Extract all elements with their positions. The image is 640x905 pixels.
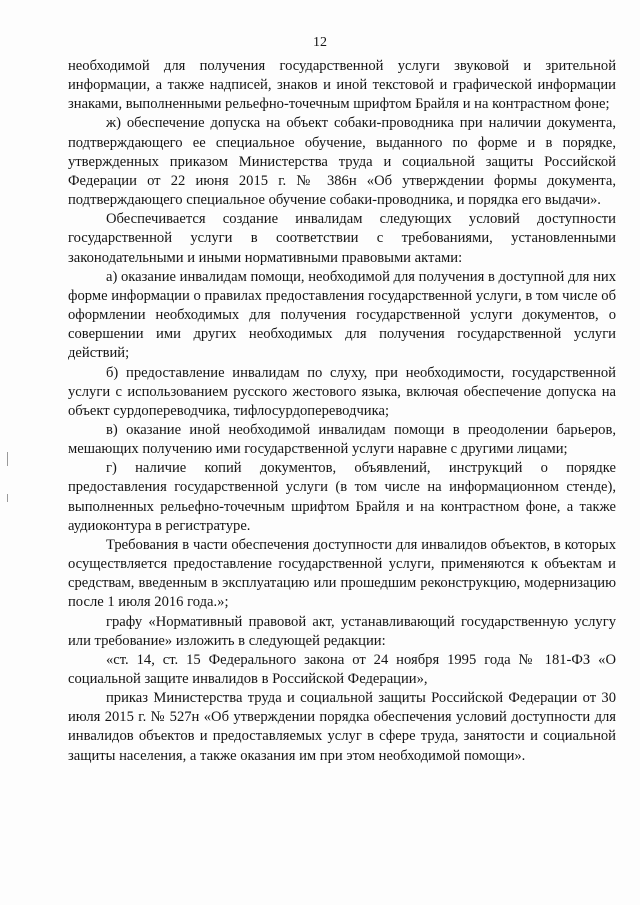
- scan-margin-mark: [7, 452, 8, 466]
- paragraph: а) оказание инвалидам помощи, необходимой для получения в доступной для них форме информации о правилах предоставления государственной услуги, в том числе об оформлении необходимых для получения государственной услуги документов, о совершении ими других необходимых для получения государственной услуги действий;: [68, 268, 616, 362]
- paragraph: необходимой для получения государственной услуги звуковой и зрительной информации, а также надписей, знаков и иной текстовой и графической информации знаками, выполненными рельефно-точечным шрифтом Брайля и на контрастном фоне;: [68, 58, 616, 113]
- paragraph: Обеспечивается создание инвалидам следующих условий доступности государственной услуги в соответствии с требованиями, установленными законодательными и иными нормативными правовыми актами:: [68, 211, 616, 266]
- page-number: 12: [313, 35, 327, 50]
- paragraph: «ст. 14, ст. 15 Федерального закона от 24 ноября 1995 года № 181-ФЗ «О социальной защите инвалидов в Российской Федерации»,: [68, 651, 616, 687]
- paragraph: б) предоставление инвалидам по слуху, при необходимости, государственной услуги с использованием русского жестового языка, включая обеспечение допуска на объект сурдопереводчика, тифлосурдопереводчика;: [68, 364, 616, 419]
- paragraph: г) наличие копий документов, объявлений, инструкций о порядке предоставления государственной услуги (в том числе на информационном стенде), выполненных рельефно-точечным шрифтом Брайля и на контрастном фоне, а также аудиоконтура в регистратуре.: [68, 460, 616, 534]
- document-body: [68, 57, 616, 766]
- paragraph: графу «Нормативный правовой акт, устанавливающий государственную услугу или требование» изложить в следующей редакции:: [68, 613, 616, 649]
- scan-margin-mark: [7, 494, 8, 502]
- paragraph: в) оказание иной необходимой инвалидам помощи в преодолении барьеров, мешающих получению ими государственной услуги наравне с другими лицами;: [68, 421, 616, 458]
- paragraph: приказ Министерства труда и социальной защиты Российской Федерации от 30 июля 2015 г. № 527н «Об утверждении порядка обеспечения условий доступности для инвалидов объектов и предоставляемых услуг в сфере труда, занятости и социальной защиты населения, а также оказания им при этом необходимой помощи».: [68, 690, 616, 764]
- paragraph: ж) обеспечение допуска на объект собаки-проводника при наличии документа, подтверждающего ее специальное обучение, выданного по форме и в порядке, утвержденных приказом Министерства труда и социальной защиты Российской Федерации от 22 июня 2015 г. № 386н «Об утверждении формы документа, подтверждающего специальное обучение собаки-проводника, и порядка его выдачи».: [68, 115, 616, 209]
- paragraph: Требования в части обеспечения доступности для инвалидов объектов, в которых осуществляется предоставление государственной услуги, применяются к объектам и средствам, введенным в эксплуатацию или прошедшим реконструкцию, модернизацию после 1 июля 2016 года.»;: [68, 536, 616, 611]
